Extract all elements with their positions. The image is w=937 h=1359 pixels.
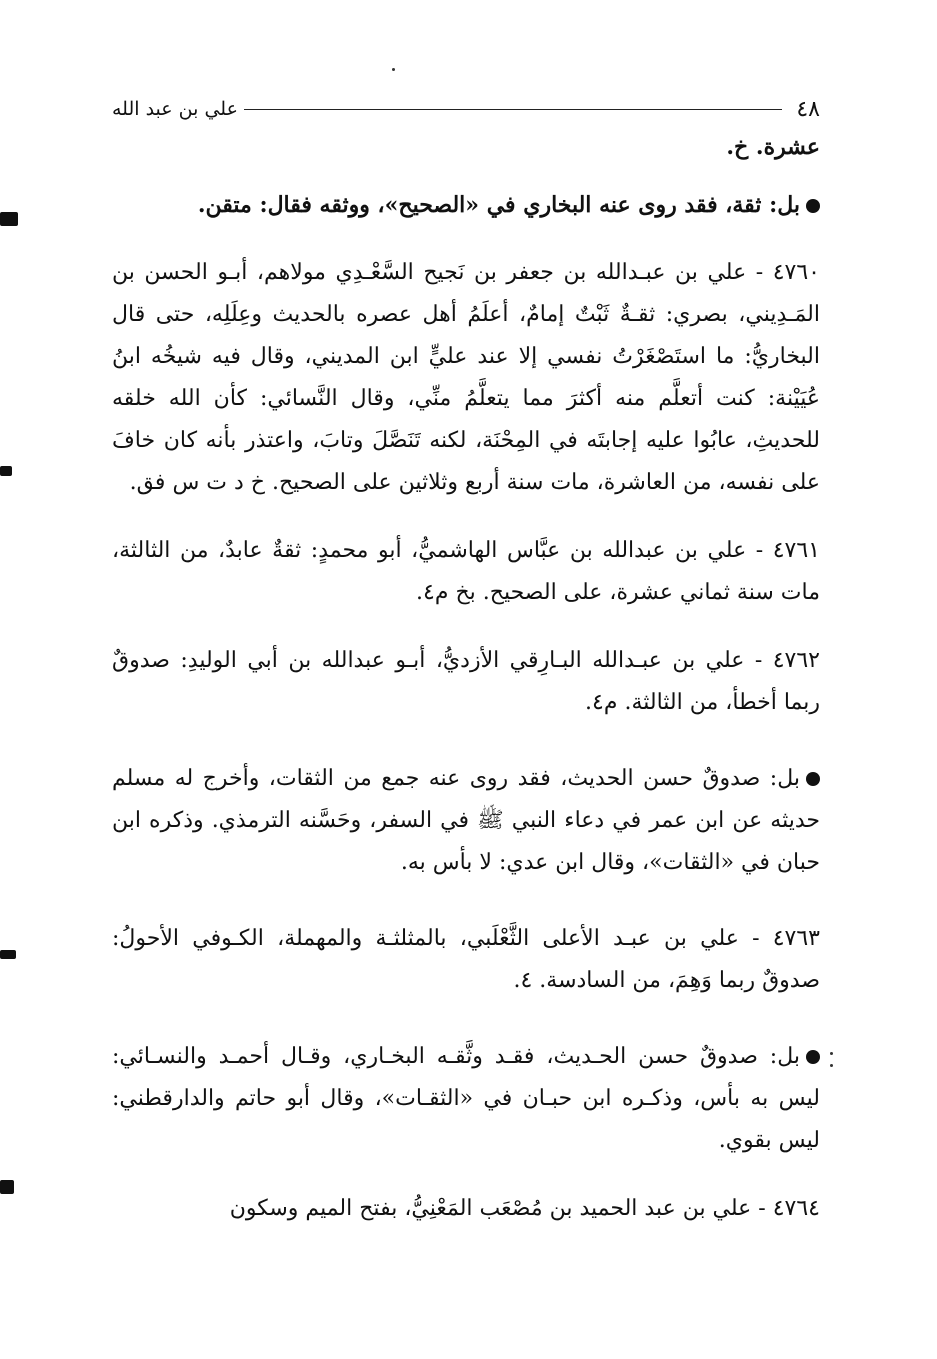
biography-entry: ٤٧٦١ - علي بن عبدالله بن عبَّاس الهاشميُّ، أبو محمدٍ: ثقةٌ عابدٌ، من الثالثة، مات سنة ثماني عشرة، على الصحيح. بخ م٤. xyxy=(112,538,820,605)
scan-dot xyxy=(392,68,395,71)
scan-artifact xyxy=(0,1180,14,1194)
bullet-icon xyxy=(806,1050,820,1064)
scan-artifact xyxy=(0,950,16,959)
note-text: بل: ثقة، فقد روى عنه البخاري في «الصحيح»، ووثقه فقال: متقن. xyxy=(197,192,800,218)
note-text: بل: صدوقٌ حسن الحـديث، فقـد وثَّقـه البخـاري، وقـال أحمـد والنسـائي: ليس به بأس، وذكـره ابن حبـان في «الثقـات»، وقال أبو حاتم والدارقطني: ليس بقوي. xyxy=(112,1044,820,1153)
bullet-icon xyxy=(806,772,820,786)
page-number: ٤٨ xyxy=(796,96,820,122)
biography-entry: ٤٧٦٤ - علي بن عبد الحميد بن مُصْعَب المَعْنِيُّ، بفتح الميم وسكون xyxy=(229,1196,820,1221)
page-header xyxy=(112,92,820,126)
scan-dot xyxy=(830,1052,833,1055)
note-paragraph xyxy=(112,184,820,226)
note-text: بل: صدوقٌ حسن الحديث، فقد روى عنه جمع من الثقات، وأخرج له مسلم حديثه عن ابن عمر في دعاء النبي ﷺ في السفر، وحَسَّنه الترمذي. وذكره ابن حبان في «الثقات»، وقال ابن عدي: لا بأس به. xyxy=(112,766,820,875)
running-title: علي بن عبد الله xyxy=(112,98,238,120)
biography-entry: ٤٧٦٠ - علي بن عبـدالله بن جعفر بن نَجيح السَّعْـدِي مولاهم، أبـو الحسن بن المَـدِيني، بصري: ثقـةٌ ثَبْتٌ إمامٌ، أعلَمُ أهل عصره بالحديث وعِلَلِه، حتى قال البخاريُّ: ما استَصْغَرْتُ نفسي إلا عند عليٍّ ابن المديني، وقال فيه شيخُه ابنُ عُيَيْنة: كنت أتعلَّم منه أكثرَ مما يتعلَّمُ منِّي، وقال النَّسائي: كأن الله خلقه للحديثِ، عابُوا عليه إجابتَه في المِحْنَة، لكنه تَنَصَّلَ وتابَ، واعتذر بأنه كان خافَ على نفسه، من العاشرة، مات سنة أربع وثلاثين على الصحيح. خ د ت س فق. xyxy=(112,260,820,495)
header-rule xyxy=(244,109,782,110)
biography-entry: ٤٧٦٣ - علي بن عبـد الأعلى الثَّعْلَبي، بالمثلثـة والمهملة، الكـوفي الأحولُ: صدوقٌ ربما وَهِمَ، من السادسة. ٤. xyxy=(112,926,820,993)
page-body xyxy=(112,126,820,1230)
bullet-icon xyxy=(806,199,820,213)
book-page xyxy=(112,92,820,1230)
entry-continuation: عشرة. خ. xyxy=(726,134,820,160)
biography-entry: ٤٧٦٢ - علي بن عبـدالله البـارِقي الأزديُّ، أبـو عبدالله بن أبي الوليدِ: صدوقٌ ربما أخطأ، من الثالثة. م٤. xyxy=(112,648,820,715)
note-paragraph xyxy=(112,1036,820,1162)
scan-artifact xyxy=(0,212,18,226)
scan-dot xyxy=(830,1064,833,1067)
scan-artifact xyxy=(0,466,12,476)
note-paragraph xyxy=(112,758,820,884)
